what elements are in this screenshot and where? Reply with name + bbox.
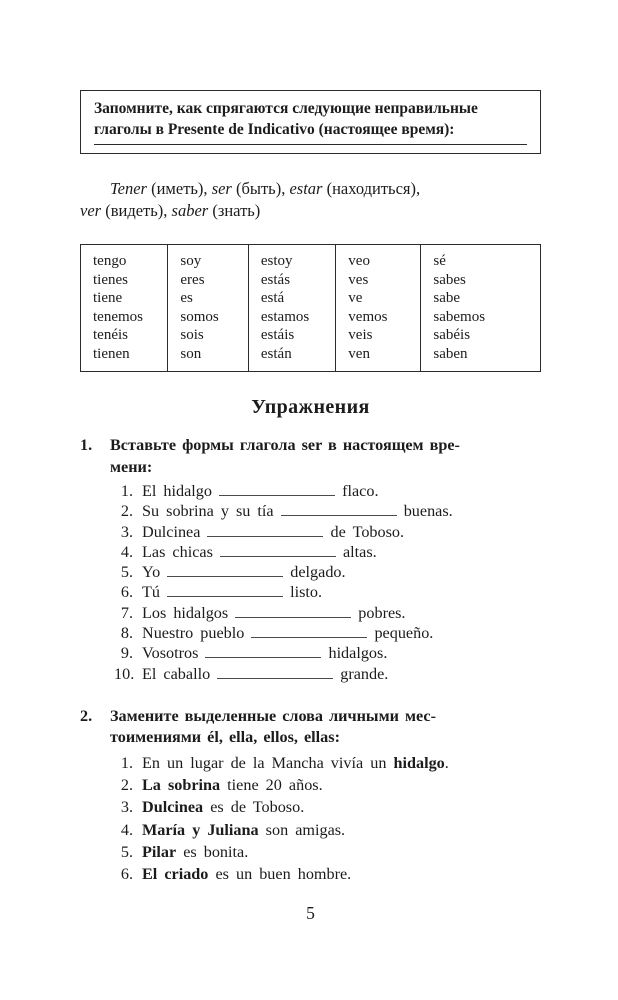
- item-number: 6.: [120, 583, 133, 602]
- exercise-1-number: 1.: [80, 436, 93, 454]
- text-run: Las chicas: [142, 542, 220, 561]
- answer-blank: [167, 584, 283, 597]
- text-run: grande.: [333, 664, 389, 683]
- item-number: 2.: [120, 502, 133, 521]
- text-run: (видеть),: [101, 201, 172, 220]
- verb-form: estás: [260, 271, 291, 288]
- item-text: [142, 542, 377, 562]
- item-number: 3.: [120, 522, 133, 541]
- text-run: Su sobrina y su tía: [142, 502, 281, 521]
- item-text: [142, 643, 387, 663]
- highlighted-word: María y Juliana: [142, 820, 259, 839]
- exercise-2: [80, 706, 541, 885]
- item-number: 4.: [120, 820, 133, 839]
- exercise-2-item: [114, 819, 541, 841]
- exercise-title-line: тоимениями él, ella, ellos, ellas:: [110, 728, 340, 747]
- verb-form: sabes: [433, 271, 466, 288]
- verb-name: Tener: [110, 179, 147, 198]
- answer-blank: [167, 564, 283, 577]
- text-run: Yo: [142, 563, 168, 582]
- exercise-2-item: [114, 863, 541, 885]
- answer-blank: [219, 483, 335, 496]
- item-text: [142, 501, 453, 521]
- text-run: El hidalgo: [142, 482, 220, 500]
- verb-form: son: [180, 345, 202, 362]
- exercise-2-item: [114, 752, 541, 774]
- exercise-2-list: [80, 752, 541, 885]
- exercise-title-line: Вставьте формы глагола ser в настоящем вре-: [110, 436, 460, 454]
- text-run: delgado.: [283, 563, 346, 582]
- verb-form: estáis: [260, 327, 295, 343]
- item-text: [142, 562, 346, 582]
- exercise-title-line: мени:: [110, 457, 153, 476]
- page-number: 5: [306, 903, 315, 924]
- item-number: 5.: [120, 842, 133, 861]
- exercise-1-item: [114, 623, 541, 643]
- highlighted-word: hidalgo: [393, 753, 445, 772]
- text-run: altas.: [335, 542, 377, 561]
- verb-form: estamos: [260, 308, 310, 325]
- item-text: [142, 664, 388, 684]
- answer-blank: [281, 503, 397, 516]
- exercise-2-item: [114, 841, 541, 863]
- item-text: [142, 582, 322, 602]
- verb-form: tienes: [93, 271, 128, 288]
- item-text: [142, 796, 304, 818]
- answer-blank: [205, 645, 321, 658]
- item-text: [142, 603, 405, 623]
- verbs-intro-line: [80, 178, 541, 200]
- exercise-1-item: [114, 643, 541, 663]
- verb-form: ves: [348, 271, 369, 288]
- highlighted-word: Pilar: [142, 842, 177, 861]
- verb-form: sé: [433, 253, 446, 269]
- verb-form: tienen: [93, 345, 130, 362]
- item-text: [142, 863, 351, 885]
- verb-form: sabe: [433, 290, 461, 306]
- note-box-rule: [94, 144, 527, 145]
- text-run: (иметь),: [146, 179, 212, 198]
- answer-blank: [220, 544, 336, 557]
- exercise-title-line: Замените выделенные слова личными мес-: [110, 706, 436, 725]
- exercise-1-item: [114, 582, 541, 602]
- exercise-1-item: [114, 542, 541, 562]
- verb-form: somos: [180, 308, 219, 325]
- verb-form: veis: [348, 327, 373, 343]
- answer-blank: [217, 666, 333, 679]
- note-box: [80, 90, 541, 154]
- item-number: 9.: [120, 644, 133, 663]
- item-number: 5.: [120, 563, 133, 582]
- item-number: 8.: [120, 624, 133, 643]
- exercise-1-item: [114, 562, 541, 582]
- answer-blank: [207, 524, 323, 537]
- verb-name: estar: [289, 179, 323, 198]
- text-run: .: [444, 753, 449, 772]
- verb-form: sabemos: [433, 308, 486, 325]
- text-run: Dulcinea: [142, 522, 208, 541]
- verb-form: ven: [348, 345, 370, 362]
- verb-form: estoy: [260, 253, 293, 269]
- verb-form: soy: [180, 253, 202, 269]
- exercise-2-title: [110, 706, 541, 749]
- verb-form: vemos: [348, 308, 388, 325]
- highlighted-word: El criado: [142, 864, 209, 883]
- verb-form: tiene: [93, 290, 123, 306]
- verb-form: tengo: [93, 253, 127, 269]
- exercise-2-item: [114, 774, 541, 796]
- text-run: pobres.: [351, 603, 406, 622]
- verb-name: ver: [80, 201, 102, 220]
- highlighted-word: La sobrina: [142, 776, 221, 795]
- item-text: [142, 841, 248, 863]
- verbs-intro: [80, 178, 541, 222]
- item-text: [142, 774, 323, 796]
- text-run: En un lugar de la Mancha vivía un: [142, 753, 394, 772]
- exercises-heading: Упражнения: [251, 396, 370, 418]
- page-content: [80, 90, 541, 924]
- item-number: 2.: [120, 776, 133, 795]
- item-number: 3.: [120, 798, 133, 817]
- exercise-1: [80, 435, 541, 684]
- conjugation-column: [248, 245, 335, 372]
- exercise-2-header: [80, 706, 541, 749]
- conjugation-table: [80, 244, 541, 372]
- item-text: [142, 522, 404, 542]
- text-run: de Toboso.: [323, 522, 405, 541]
- verb-form: eres: [180, 271, 205, 288]
- verb-form: es: [180, 290, 193, 306]
- text-run: es un buen hombre.: [208, 864, 352, 883]
- text-run: es bonita.: [176, 842, 249, 861]
- text-run: Nuestro pueblo: [142, 624, 252, 643]
- verb-name: saber: [171, 201, 209, 220]
- conjugation-column: [168, 245, 249, 372]
- text-run: es de Toboso.: [203, 798, 305, 817]
- verb-form: sois: [180, 327, 204, 343]
- item-text: [142, 481, 379, 501]
- exercise-2-number: 2.: [80, 706, 93, 725]
- exercise-2-item: [114, 796, 541, 818]
- item-text: [142, 623, 433, 643]
- exercise-1-item: [114, 603, 541, 623]
- verb-form: ve: [348, 290, 363, 306]
- exercise-1-item: [114, 501, 541, 521]
- verb-form: están: [260, 345, 292, 362]
- conjugation-column: [421, 245, 541, 372]
- item-text: [142, 819, 345, 841]
- verb-name: ser: [211, 179, 232, 198]
- note-text: Запомните, как спрягаются следующие неправильные глаголы в Presente de Indicativo (настоящее время):: [94, 100, 478, 138]
- item-text: [142, 752, 449, 774]
- conjugation-table-row: [81, 245, 541, 372]
- text-run: flaco.: [335, 482, 379, 500]
- exercise-1-list: [80, 481, 541, 684]
- answer-blank: [235, 605, 351, 618]
- exercise-1-title: [110, 435, 541, 478]
- text-run: Vosotros: [142, 644, 206, 663]
- text-run: Los hidalgos: [142, 603, 236, 622]
- exercise-1-item: [114, 664, 541, 684]
- text-run: (находиться),: [322, 179, 421, 198]
- text-run: pequeño.: [367, 624, 434, 643]
- exercise-1-header: [80, 435, 541, 478]
- item-number: 1.: [120, 753, 133, 772]
- verb-form: tenéis: [93, 327, 128, 343]
- text-run: buenas.: [396, 502, 453, 521]
- exercise-1-item: [114, 481, 541, 501]
- text-run: (знать): [208, 201, 261, 220]
- verb-form: saben: [433, 345, 468, 362]
- exercise-1-item: [114, 522, 541, 542]
- verb-form: está: [260, 290, 285, 306]
- item-number: 10.: [114, 664, 135, 683]
- answer-blank: [251, 625, 367, 638]
- item-number: 1.: [120, 482, 133, 500]
- text-run: tiene 20 años.: [220, 776, 323, 795]
- verbs-intro-line: [80, 200, 541, 222]
- conjugation-column: [81, 245, 168, 372]
- text-run: El caballo: [142, 664, 218, 683]
- text-run: listo.: [283, 583, 323, 602]
- highlighted-word: Dulcinea: [142, 798, 204, 817]
- item-number: 4.: [120, 542, 133, 561]
- verb-form: veo: [348, 253, 370, 269]
- text-run: (быть),: [231, 179, 290, 198]
- text-run: Tú: [142, 583, 168, 602]
- verb-form: tenemos: [93, 308, 143, 325]
- conjugation-column: [336, 245, 421, 372]
- text-run: son amigas.: [258, 820, 346, 839]
- verb-form: sabéis: [433, 327, 471, 343]
- text-run: hidalgos.: [321, 644, 388, 663]
- item-number: 7.: [120, 603, 133, 622]
- item-number: 6.: [120, 864, 133, 883]
